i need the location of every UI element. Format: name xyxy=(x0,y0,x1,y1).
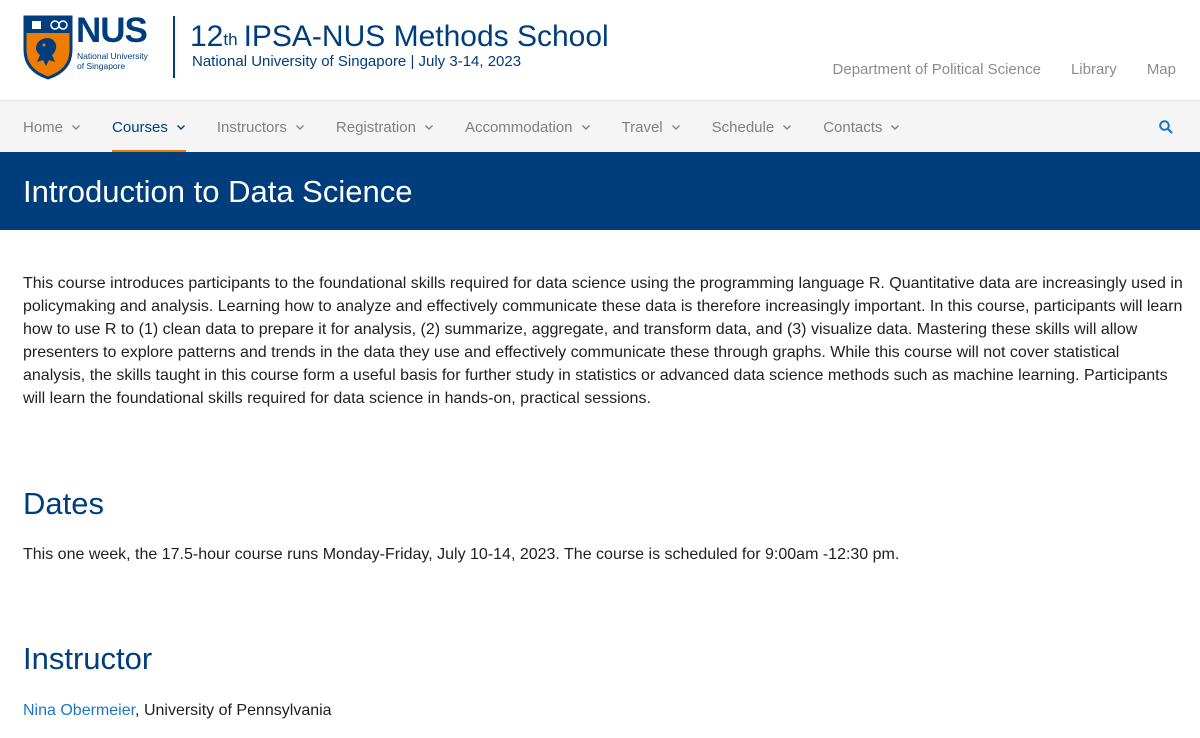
nav-item-label: Courses xyxy=(112,118,168,136)
nav-item-label: Travel xyxy=(621,118,663,136)
page-title: Introduction to Data Science xyxy=(23,174,413,209)
chevron-down-icon xyxy=(671,122,681,132)
site-title-text: IPSA-NUS Methods School xyxy=(243,20,609,53)
chevron-down-icon xyxy=(295,122,305,132)
instructor-line xyxy=(23,700,332,722)
logo-subtitle-line1: National University xyxy=(77,51,148,61)
nus-wordmark: NUS xyxy=(76,11,147,50)
nus-logo-subtitle xyxy=(77,51,167,71)
search-icon[interactable] xyxy=(1158,119,1174,135)
dates-text: This one week, the 17.5-hour course runs Monday-Friday, July 10-14, 2023. The course is scheduled for 9:00am -12:30 pm. xyxy=(23,546,900,563)
chevron-down-icon xyxy=(890,122,900,132)
nus-logo[interactable] xyxy=(22,11,162,82)
site-subtitle: National University of Singapore | July 3-14, 2023 xyxy=(192,53,522,70)
nav-item-label: Instructors xyxy=(216,118,287,136)
logo-divider xyxy=(173,16,175,78)
nav-item-label: Schedule xyxy=(711,118,775,136)
chevron-down-icon xyxy=(581,122,591,132)
main-nav xyxy=(0,100,1200,152)
course-description xyxy=(23,272,1183,410)
nav-item-courses[interactable] xyxy=(112,101,186,153)
nav-item-schedule[interactable] xyxy=(712,101,793,153)
nav-item-home[interactable] xyxy=(23,101,81,153)
util-link-map[interactable]: Map xyxy=(1146,61,1176,78)
chevron-down-icon xyxy=(424,122,434,132)
nav-item-contacts[interactable] xyxy=(823,101,900,153)
instructor-name-link[interactable]: Nina Obermeier xyxy=(23,702,136,719)
course-intro-text: This course introduces participants to the foundational skills required for data science using the programming language R. Quantitative data are increasingly used in policymaking and analysis. Learning how to analyze and effectively communicate these data is therefore increasingly important. In this course, participants will learn how to use R to (1) clean data to prepare it for analysis, (2) summarize, aggregate, and transform data, and (3) visualize data. Mastering these skills will allow presenters to explore patterns and trends in the data they use and effectively communicate these through graphs. While this course will not cover statistical analysis, the skills taught in this course form a useful basis for further study in statistics or advanced data science methods such as machine learning. Participants will learn the foundational skills required for data science in hands-on, practical sessions. xyxy=(23,275,1183,407)
site-header xyxy=(0,0,1200,100)
page-title-banner xyxy=(0,152,1200,230)
util-link-political-science[interactable]: Department of Political Science xyxy=(832,61,1041,78)
nav-item-accommodation[interactable] xyxy=(465,101,591,153)
logo-subtitle-line2: of Singapore xyxy=(77,61,126,71)
chevron-down-icon xyxy=(782,122,792,132)
nav-item-label: Contacts xyxy=(823,118,883,136)
edition-number: 12 xyxy=(190,20,224,53)
nus-crest-icon xyxy=(22,14,74,80)
chevron-down-icon xyxy=(71,122,81,132)
nav-item-travel[interactable] xyxy=(622,101,681,153)
utility-links xyxy=(833,61,1176,78)
nav-item-label: Home xyxy=(23,118,64,136)
nav-item-label: Accommodation xyxy=(464,118,573,136)
instructor-heading: Instructor xyxy=(23,641,153,676)
nav-item-label: Registration xyxy=(335,118,416,136)
nav-item-registration[interactable] xyxy=(336,101,434,153)
dates-heading: Dates xyxy=(23,486,104,521)
nav-item-instructors[interactable] xyxy=(217,101,305,153)
chevron-down-icon xyxy=(176,122,186,132)
util-link-library[interactable]: Library xyxy=(1070,61,1117,78)
edition-suffix: th xyxy=(223,30,238,49)
instructor-affiliation: , University of Pennsylvania xyxy=(135,702,332,719)
